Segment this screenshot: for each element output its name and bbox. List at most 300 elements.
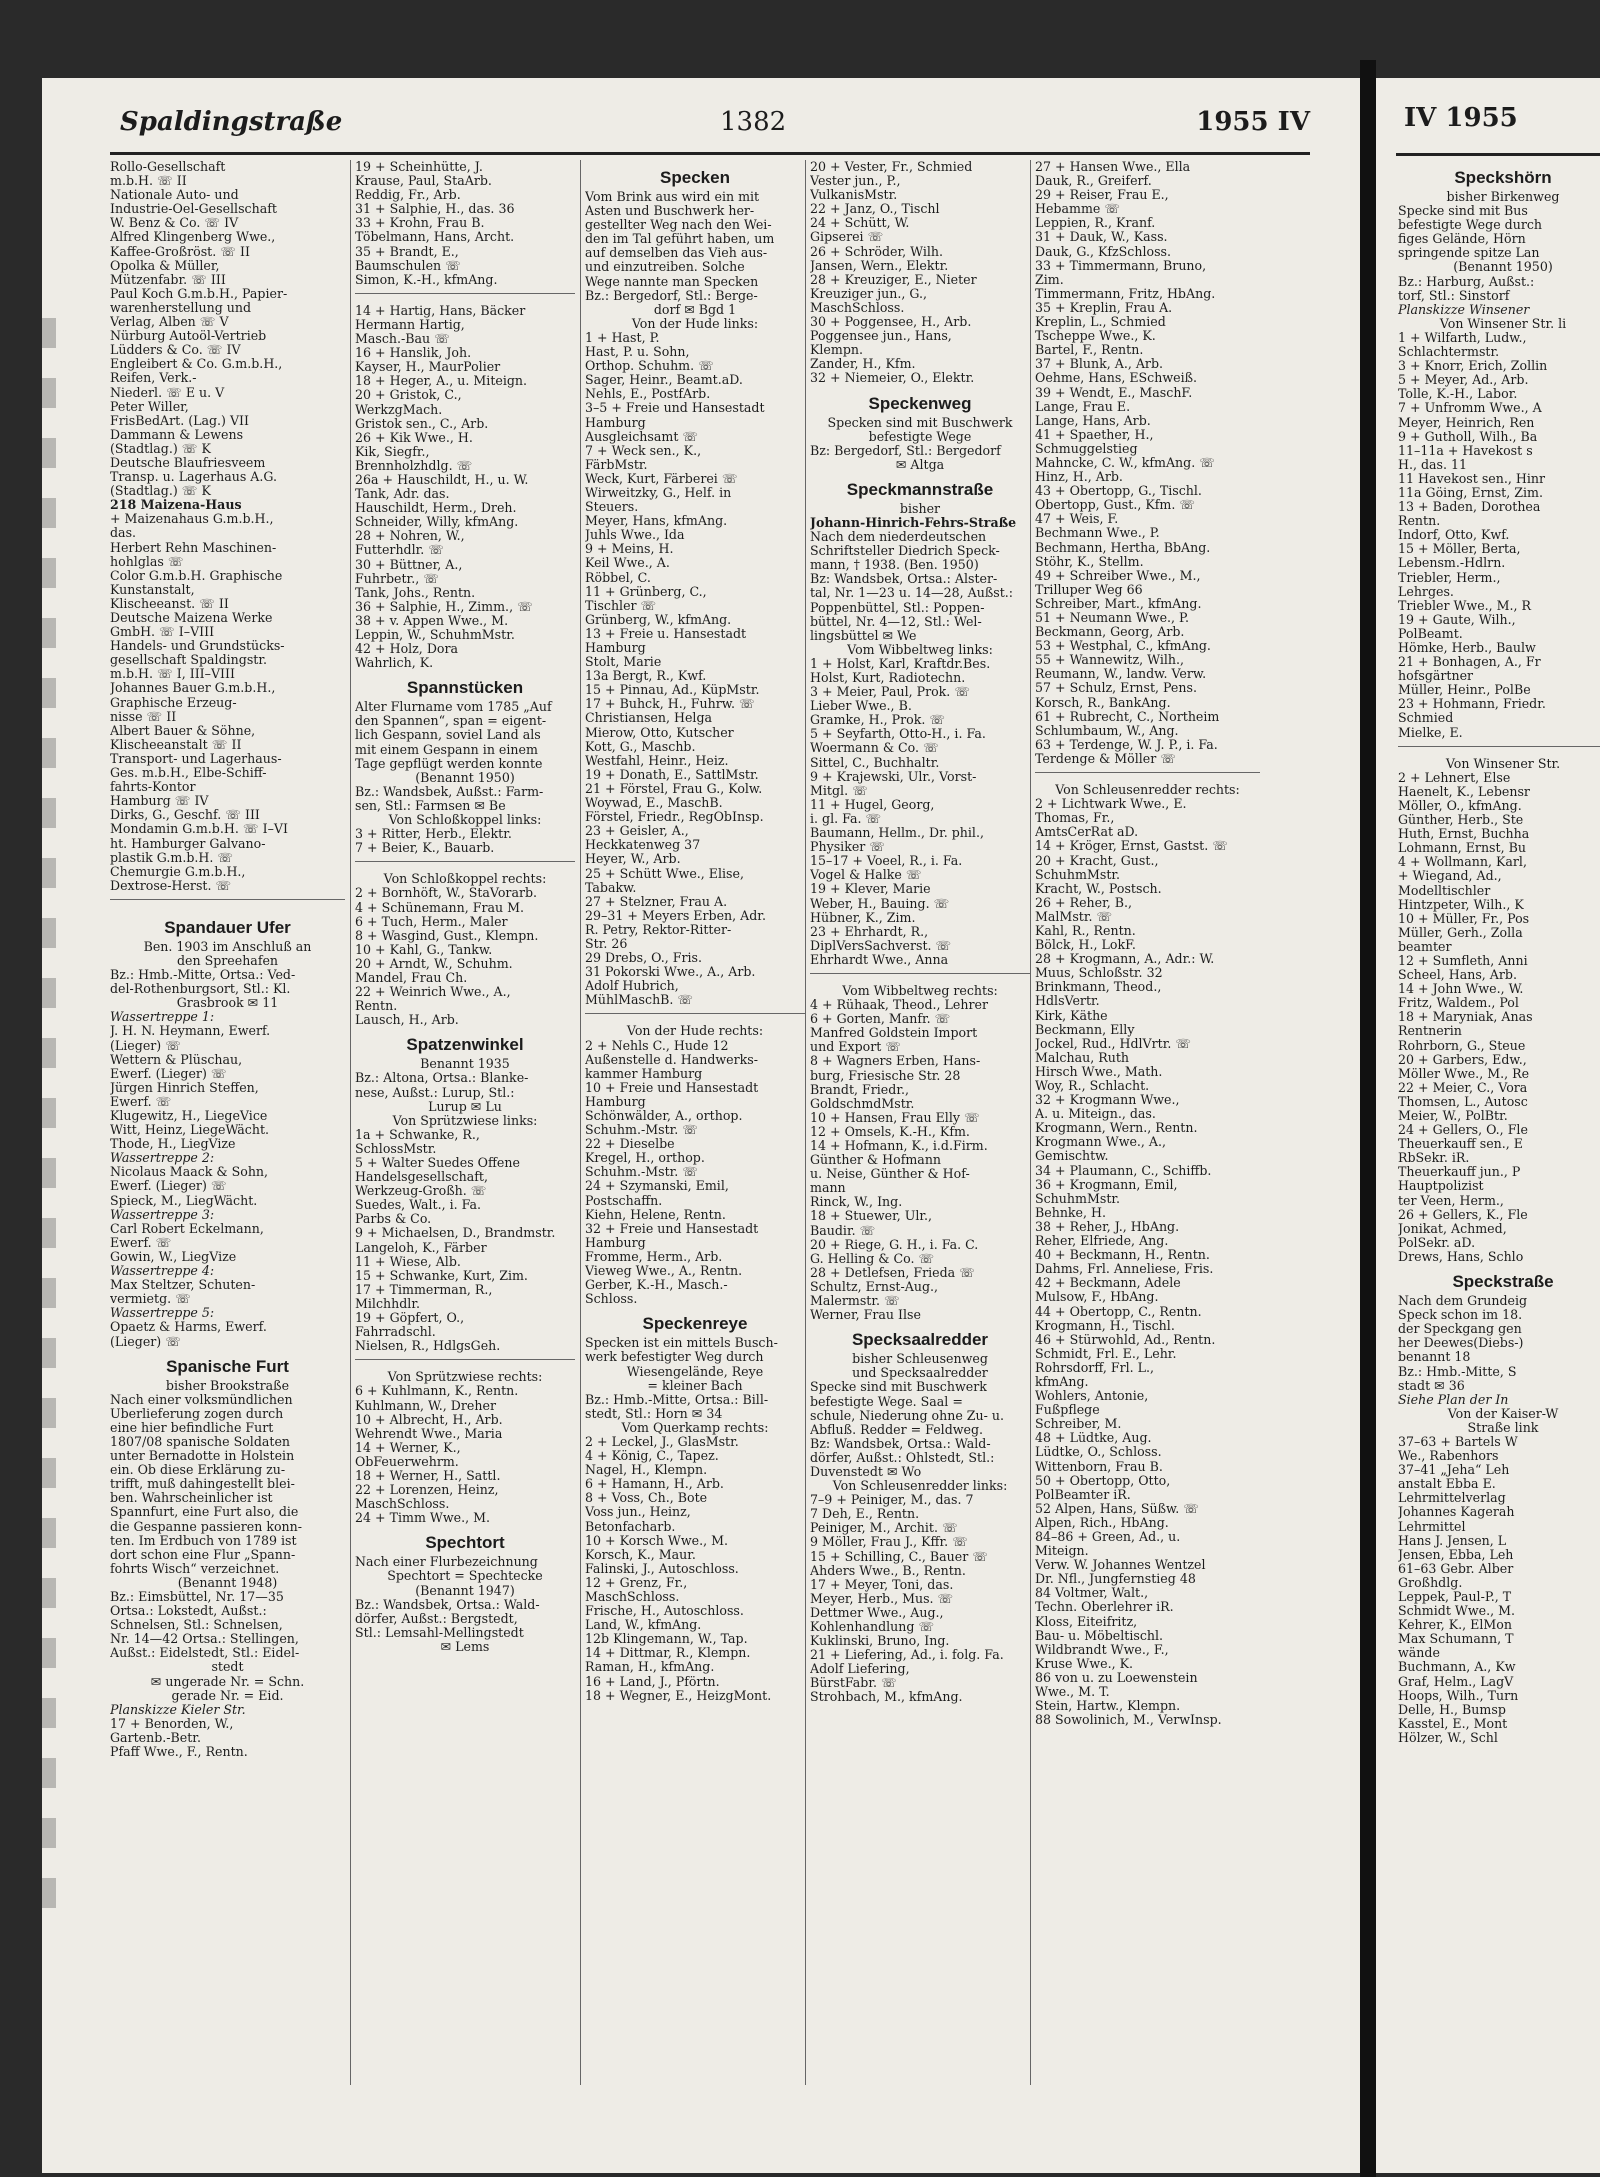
directory-entry-line: Nach einer Flurbezeichnung: [355, 1555, 538, 1570]
directory-entry-line: ✉ Altga: [895, 457, 945, 472]
directory-entry-line: GmbH. ☏ I–VIII: [110, 625, 215, 640]
directory-entry-line: 2 + Leckel, J., GlasMstr.: [585, 1434, 739, 1449]
directory-entry-line: Fromme, Herm., Arb.: [585, 1249, 723, 1264]
directory-entry-line: Wassertreppe 3:: [110, 1207, 215, 1222]
directory-entry-line: Opaetz & Harms, Ewerf.: [110, 1320, 267, 1335]
directory-entry-line: Bz.: Hmb.-Mitte, S: [1398, 1364, 1517, 1379]
directory-entry-line: Bölck, H., LokF.: [1035, 938, 1136, 953]
directory-entry-line: 21 + Liefering, Ad., i. folg. Fa.: [810, 1648, 1004, 1663]
directory-entry-line: Bz: Wandsbek, Ortsa.: Wald-: [810, 1436, 991, 1451]
directory-entry-line: Werkzeug-Großh. ☏: [355, 1184, 487, 1199]
directory-entry-line: Benannt 1935: [420, 1057, 510, 1072]
directory-entry-line: Johann-Hinrich-Fehrs-Straße: [810, 515, 1017, 530]
directory-entry-line: unter Bernadotte in Holstein: [110, 1449, 295, 1464]
directory-entry-line: Schultz, Ernst-Aug.,: [810, 1279, 939, 1294]
directory-entry-line: 7 Deh, E., Rentn.: [810, 1507, 920, 1522]
street-heading: Spatzenwinkel: [406, 1035, 524, 1055]
directory-entry-line: 10 + Korsch Wwe., M.: [585, 1533, 728, 1548]
directory-entry-line: Peiniger, M., Archit. ☏: [810, 1521, 958, 1536]
directory-entry-line: Kuklinski, Bruno, Ing.: [810, 1634, 950, 1649]
directory-entry-line: Specke sind mit Bus: [1398, 204, 1528, 219]
directory-entry-line: 37–41 „Jeha“ Leh: [1398, 1463, 1510, 1478]
directory-entry-line: Tank, Adr. das.: [355, 487, 450, 502]
directory-entry-line: (Lieger) ☏: [110, 1038, 181, 1053]
directory-entry-line: plastik G.m.b.H. ☏: [110, 850, 234, 865]
directory-entry-line: Ausgleichsamt ☏: [585, 429, 699, 444]
directory-entry-line: 19 + Gaute, Wilh.,: [1398, 612, 1516, 627]
directory-entry-line: Meier, W., PolBtr.: [1398, 1109, 1508, 1123]
directory-entry-line: ObFeuerwehrm.: [355, 1454, 459, 1469]
directory-entry-line: Hamburg: [585, 415, 646, 430]
directory-entry-line: 26 + Schröder, Wilh.: [810, 244, 944, 259]
directory-entry-line: 36 + Salphie, H., Zimm., ☏: [355, 599, 533, 614]
book-spine: [1360, 60, 1376, 2177]
directory-entry-line: 37–63 + Bartels W: [1398, 1434, 1518, 1449]
directory-entry-line: Von Schloßkoppel rechts:: [383, 872, 547, 887]
directory-entry-line: HdlsVertr.: [1035, 994, 1100, 1009]
directory-entry-line: Obertopp, Gust., Kfm. ☏: [1035, 498, 1196, 513]
directory-entry-line: der Speckgang gen: [1398, 1322, 1522, 1337]
directory-entry-line: 29 + Reiser, Frau E.,: [1035, 188, 1169, 203]
street-heading: Specken: [660, 168, 730, 187]
directory-entry-line: gesellschaft Spaldingstr.: [110, 653, 267, 668]
directory-entry-line: Von Schloßkoppel links:: [388, 813, 542, 828]
directory-entry-line: 53 + Westphal, C., kfmAng.: [1035, 639, 1211, 654]
directory-entry-line: 61 + Rubrecht, C., Northeim: [1035, 709, 1220, 724]
directory-entry-line: Haenelt, K., Lebensr: [1398, 784, 1530, 799]
directory-entry-line: Dirks, G., Geschf. ☏ III: [110, 808, 260, 823]
directory-entry-line: Ewerf. (Lieger) ☏: [110, 1179, 227, 1194]
directory-entry-line: Ges. m.b.H., Elbe-Schiff-: [110, 766, 267, 781]
header-year-district: 1955 IV: [1196, 107, 1310, 137]
directory-entry-line: 28 + Kreuziger, E., Nieter: [810, 272, 977, 287]
directory-entry-line: bisher: [899, 501, 941, 516]
directory-entry-line: Fritz, Waldem., Pol: [1398, 996, 1519, 1011]
directory-entry-line: MalMstr. ☏: [1035, 909, 1113, 924]
directory-entry-line: 1 + Holst, Karl, Kraftdr.Bes.: [810, 656, 991, 671]
directory-entry-line: Vogel & Halke ☏: [810, 868, 922, 883]
directory-entry-line: (Stadtlag.) ☏ K: [110, 441, 211, 456]
directory-entry-line: stedt, Stl.: Horn ✉ 34: [585, 1406, 723, 1421]
directory-entry-line: 19 + Göpfert, O.,: [355, 1311, 465, 1326]
directory-entry-line: Schmuggelstieg: [1035, 441, 1138, 456]
directory-entry-line: lingsbüttel ✉ We: [810, 628, 917, 643]
directory-entry-line: Baumann, Hellm., Dr. phil.,: [810, 826, 984, 841]
directory-entry-line: Schlumbaum, W., Ang.: [1035, 723, 1179, 738]
directory-entry-line: Bau- u. Möbeltischl.: [1035, 1628, 1164, 1643]
directory-entry-line: 84–86 + Green, Ad., u.: [1035, 1530, 1181, 1544]
directory-entry-line: ✉ Lems: [440, 1639, 490, 1654]
directory-entry-line: 86 von u. zu Loewenstein: [1035, 1670, 1198, 1685]
directory-entry-line: Thomsen, L., Autosc: [1398, 1094, 1528, 1109]
directory-entry-line: i. gl. Fa. ☏: [810, 811, 882, 826]
directory-entry-line: 7 + Weck sen., K.,: [585, 443, 702, 458]
directory-entry-line: Planskizze Kieler Str.: [110, 1702, 246, 1717]
directory-entry-line: (Stadtlag.) ☏ K: [110, 484, 211, 499]
directory-entry-line: und einzutreiben. Solche: [585, 260, 745, 275]
directory-entry-line: Carl Robert Eckelmann,: [110, 1221, 264, 1236]
directory-entry-line: 36 + Krogmann, Emil,: [1035, 1177, 1178, 1192]
directory-entry-line: Trilluper Weg 66: [1035, 582, 1143, 597]
directory-entry-line: Vom Wibbeltweg rechts:: [842, 983, 998, 998]
directory-entry-line: ben. Wahrscheinlicher ist: [110, 1491, 273, 1506]
directory-entry-line: Vom Wibbeltweg links:: [847, 642, 993, 657]
directory-entry-line: 9 Möller, Frau J., Kffr. ☏: [810, 1535, 968, 1550]
directory-entry-line: Schmied: [1398, 711, 1454, 726]
street-heading: Specksaalredder: [851, 1330, 989, 1350]
directory-entry-line: Heyer, W., Arb.: [585, 852, 681, 867]
directory-entry-line: 55 + Wannewitz, Wilh.,: [1035, 653, 1185, 668]
directory-entry-line: Lehrmittel: [1398, 1519, 1466, 1534]
directory-entry-line: 7 + Beier, K., Bauarb.: [355, 841, 495, 856]
directory-entry-line: Ewerf. ☏: [110, 1094, 172, 1109]
header-street-name: Spaldingstraße: [120, 107, 343, 137]
directory-entry-line: Techn. Oberlehrer iR.: [1035, 1600, 1174, 1615]
directory-entry-line: Timmermann, Fritz, HbAng.: [1035, 286, 1216, 301]
directory-entry-line: 9 + Michaelsen, D., Brandmstr.: [355, 1226, 556, 1241]
directory-entry-line: Grünberg, W., kfmAng.: [585, 612, 732, 627]
directory-entry-line: wände: [1398, 1646, 1440, 1661]
directory-entry-line: 38 + Reher, J., HbAng.: [1035, 1219, 1180, 1234]
directory-entry-line: AmtsCerRat aD.: [1035, 825, 1139, 840]
directory-entry-line: Engleibert & Co. G.m.b.H.,: [110, 357, 283, 372]
directory-entry-line: stadt ✉ 36: [1398, 1378, 1465, 1393]
directory-entry-line: Gowin, W., LiegVize: [110, 1249, 237, 1264]
directory-entry-line: Nach einer volksmündlichen: [110, 1392, 293, 1407]
directory-entry-line: Adolf Liefering,: [810, 1662, 910, 1677]
directory-entry-line: 5 + Seyfarth, Otto-H., i. Fa.: [810, 727, 986, 742]
directory-entry-line: 6 + Hamann, H., Arb.: [585, 1477, 724, 1492]
directory-entry-line: 22 + Meier, C., Vora: [1398, 1080, 1528, 1095]
directory-entry-line: Chemurgie G.m.b.H.,: [110, 864, 246, 879]
directory-entry-line: 47 + Weis, F.: [1035, 512, 1119, 527]
directory-entry-line: 14 + Hofmann, K., i.d.Firm.: [810, 1139, 988, 1153]
directory-entry-line: Bz.: Harburg, Außst.:: [1398, 274, 1535, 289]
section-divider: [110, 899, 345, 910]
directory-column-5: [1030, 160, 1260, 2085]
directory-entry-line: ein. Ob diese Erklärung zu-: [110, 1463, 286, 1478]
directory-entry-line: Ortsa.: Lokstedt, Außst.:: [110, 1604, 267, 1619]
directory-entry-line: Theuerkauff sen., E: [1398, 1137, 1523, 1152]
directory-entry-line: Kuhlmann, W., Dreher: [355, 1398, 496, 1413]
directory-entry-line: Gristok sen., C., Arb.: [355, 416, 489, 431]
directory-entry-line: Bz.: Hmb.-Mitte, Ortsa.: Bill-: [585, 1392, 769, 1407]
directory-entry-line: 28 + Krogmann, A., Adr.: W.: [1035, 952, 1215, 967]
directory-entry-line: Land, W., kfmAng.: [585, 1618, 702, 1633]
right-page-header: IV 1955: [1404, 103, 1518, 133]
directory-entry-line: 31 + Salphie, H., das. 36: [355, 202, 515, 217]
directory-entry-line: Hermann Hartig,: [355, 317, 465, 332]
directory-entry-line: Vom Querkamp rechts:: [621, 1420, 769, 1435]
directory-entry-line: 19 + Donath, E., SattlMstr.: [585, 767, 759, 782]
directory-entry-line: 43 + Obertopp, G., Tischl.: [1035, 484, 1202, 499]
street-heading: Speckstraße: [1452, 1272, 1554, 1292]
directory-entry-line: Reddig, Fr., Arb.: [355, 188, 461, 203]
directory-entry-line: 19 + Scheinhütte, J.: [355, 160, 483, 174]
directory-entry-line: Kiehn, Helene, Rentn.: [585, 1207, 726, 1222]
directory-entry-line: den Spannen“, span = eigent-: [355, 714, 547, 729]
directory-entry-line: Schönwälder, A., orthop.: [585, 1109, 743, 1123]
directory-entry-line: Lebensm.-Hdlrn.: [1398, 556, 1506, 571]
directory-entry-line: 24 + Gellers, O., Fle: [1398, 1123, 1528, 1138]
directory-entry-line: 4 + König, C., Tapez.: [585, 1449, 719, 1464]
directory-entry-line: Brinkmann, Theod.,: [1035, 980, 1162, 995]
directory-entry-line: Müller, Heinr., PolBe: [1398, 683, 1531, 698]
directory-entry-line: Schloss.: [585, 1292, 638, 1307]
directory-entry-line: anstalt Ebba E.: [1398, 1477, 1496, 1492]
directory-entry-line: 51 + Neumann Wwe., P.: [1035, 611, 1189, 625]
directory-entry-line: Stöhr, K., Stellm.: [1035, 554, 1144, 569]
directory-entry-line: Hübner, K., Zim.: [810, 910, 916, 925]
directory-entry-line: Günther, Herb., Ste: [1398, 813, 1524, 828]
directory-entry-line: lich Gespann, soviel Land als: [355, 728, 541, 743]
directory-entry-line: Kasstel, E., Mont: [1398, 1716, 1508, 1731]
directory-entry-line: Lehrmittelverlag: [1398, 1491, 1506, 1506]
directory-entry-line: FrisBedArt. (Lag.) VII: [110, 413, 250, 428]
directory-entry-line: Klugewitz, H., LiegeVice: [110, 1109, 268, 1123]
directory-entry-line: Bechmann, Hertha, BbAng.: [1035, 540, 1211, 555]
directory-entry-line: MaschSchloss.: [810, 300, 905, 315]
directory-entry-line: Tabakw.: [585, 880, 637, 895]
directory-entry-line: Töbelmann, Hans, Archt.: [355, 230, 515, 245]
directory-entry-line: 22 + Dieselbe: [585, 1137, 675, 1152]
directory-entry-line: befestigte Wege durch: [1398, 218, 1543, 233]
directory-entry-line: Günther & Hofmann: [810, 1153, 942, 1168]
directory-entry-line: Handels- und Grundstücks-: [110, 639, 285, 654]
directory-entry-line: Juhls Wwe., Ida: [585, 528, 685, 543]
directory-entry-line: Grasbrook ✉ 11: [176, 996, 279, 1011]
directory-entry-line: 15–17 + Voeel, R., i. Fa.: [810, 854, 963, 869]
directory-entry-line: Hauschildt, Herm., Dreh.: [355, 501, 517, 516]
directory-entry-line: hofsgärtner: [1398, 669, 1474, 684]
directory-entry-line: 3 + Ritter, Herb., Elektr.: [355, 827, 512, 842]
directory-entry-line: 34 + Plaumann, C., Schiffb.: [1035, 1163, 1212, 1178]
directory-entry-line: Kahl, R., Rentn.: [1035, 923, 1136, 938]
directory-entry-line: Von Schleusenredder links:: [832, 1479, 1008, 1494]
directory-entry-line: Brandt, Friedr.,: [810, 1082, 909, 1097]
directory-entry-line: Wassertreppe 4:: [110, 1264, 215, 1279]
directory-entry-line: WerkzgMach.: [355, 402, 443, 417]
directory-entry-line: Paul Koch G.m.b.H., Papier-: [110, 286, 288, 301]
directory-entry-line: bisher Brookstraße: [165, 1378, 290, 1393]
directory-entry-line: 20 + Garbers, Edw.,: [1398, 1052, 1527, 1067]
directory-entry-line: Dauk, R., Greiferf.: [1035, 174, 1152, 189]
directory-entry-line: Klischeeanst. ☏ II: [110, 596, 229, 611]
page-header: [120, 103, 1310, 143]
directory-entry-line: Str. 26: [585, 936, 628, 951]
directory-entry-line: nese, Außst.: Lurup, Stl.:: [355, 1085, 515, 1100]
directory-entry-line: Suedes, Walt., i. Fa.: [355, 1198, 482, 1213]
directory-entry-line: 2 + Lehnert, Else: [1398, 770, 1511, 785]
directory-entry-line: Bz.: Wandsbek, Ortsa.: Wald-: [355, 1597, 540, 1612]
directory-entry-line: Sager, Heinr., Beamt.aD.: [585, 373, 743, 388]
directory-entry-line: Parbs & Co.: [355, 1212, 432, 1227]
directory-entry-line: Kunstanstalt,: [110, 582, 195, 597]
street-heading: Spanische Furt: [166, 1356, 289, 1376]
directory-entry-line: 18 + Wegner, E., HeizgMont.: [585, 1688, 772, 1703]
directory-entry-line: 38 + v. Appen Wwe., M.: [355, 613, 509, 628]
directory-entry-line: 29–31 + Meyers Erben, Adr.: [585, 908, 766, 923]
directory-entry-line: Poggensee jun., Hans,: [810, 329, 952, 344]
directory-entry-line: Klischeeanstalt ☏ II: [110, 737, 242, 752]
directory-entry-line: 18 + Heger, A., u. Miteign.: [355, 374, 528, 389]
directory-entry-line: Kirk, Käthe: [1035, 1008, 1108, 1023]
directory-entry-line: Hirsch Wwe., Math.: [1035, 1064, 1163, 1079]
directory-entry-line: Betonfacharb.: [585, 1519, 676, 1534]
directory-entry-line: Spannfurt, eine Furt also, die: [110, 1505, 299, 1520]
directory-entry-line: Bz.: Hmb.-Mitte, Ortsa.: Ved-: [110, 968, 296, 983]
directory-entry-line: PolBeamter iR.: [1035, 1487, 1131, 1502]
directory-entry-line: 22 + Janz, O., Tischl: [810, 202, 940, 217]
directory-entry-line: Steuers.: [585, 500, 639, 515]
directory-entry-line: ht. Hamburger Galvano-: [110, 836, 266, 851]
margin-thumb-index: [42, 318, 56, 1918]
street-heading: Speckenreye: [642, 1314, 748, 1334]
directory-entry-line: kfmAng.: [1035, 1374, 1089, 1389]
directory-entry-line: Handelsgesellschaft,: [355, 1170, 488, 1185]
directory-entry-line: und Export ☏: [810, 1040, 902, 1055]
directory-entry-line: 37 + Blunk, A., Arb.: [1035, 357, 1164, 372]
directory-entry-line: Reifen, Verk.-: [110, 371, 197, 386]
section-divider: [1398, 746, 1600, 757]
directory-entry-line: kammer Hamburg: [585, 1066, 703, 1081]
directory-entry-line: Röbbel, C.: [585, 570, 651, 585]
directory-entry-line: 15 + Schilling, C., Bauer ☏: [810, 1549, 988, 1564]
directory-entry-line: Buchmann, A., Kw: [1398, 1660, 1516, 1675]
directory-entry-line: Rollo-Gesellschaft: [110, 160, 226, 174]
right-header-rule: [1396, 153, 1600, 156]
directory-entry-line: Stolt, Marie: [585, 655, 662, 670]
directory-entry-line: Brennholzhdlg. ☏: [355, 458, 473, 473]
directory-entry-line: springende spitze Lan: [1398, 246, 1540, 261]
directory-entry-line: 32 + Niemeier, O., Elektr.: [810, 371, 975, 386]
directory-entry-line: DiplVersSachverst. ☏: [810, 938, 952, 953]
directory-entry-line: Manfred Goldstein Import: [810, 1026, 978, 1041]
directory-entry-line: Hoops, Wilh., Turn: [1398, 1688, 1519, 1703]
directory-entry-line: (Benannt 1950): [415, 770, 515, 785]
directory-entry-line: Planskizze Winsener: [1398, 302, 1530, 317]
directory-entry-line: Bz: Bergedorf, Stl.: Bergedorf: [810, 443, 1001, 458]
directory-entry-line: 14 + Hartig, Hans, Bäcker: [355, 303, 526, 318]
directory-entry-line: eine hier befindliche Furt: [110, 1420, 274, 1435]
directory-entry-line: figes Gelände, Hörn: [1398, 232, 1526, 247]
directory-entry-line: Oehme, Hans, ESchweiß.: [1035, 371, 1198, 386]
directory-entry-line: Masch.-Bau ☏: [355, 332, 450, 347]
directory-entry-line: 218 Maizena-Haus: [110, 498, 242, 513]
directory-entry-line: Postschaffn.: [585, 1193, 663, 1208]
directory-entry-line: Möller Wwe., M., Re: [1398, 1066, 1530, 1081]
directory-entry-line: (Lieger) ☏: [110, 1334, 181, 1349]
directory-entry-line: Kloss, Eiteifritz,: [1035, 1614, 1138, 1629]
directory-entry-line: 1a + Schwanke, R.,: [355, 1127, 480, 1142]
directory-entry-line: 3–5 + Freie und Hansestadt: [585, 401, 765, 416]
directory-entry-line: Wassertreppe 2:: [110, 1151, 215, 1166]
directory-entry-line: Frische, H., Autoschloss.: [585, 1604, 744, 1619]
directory-entry-line: auf demselben das Vieh aus-: [585, 246, 768, 261]
directory-entry-line: Thode, H., LiegVize: [110, 1137, 236, 1152]
directory-entry-line: 6 + Tuch, Herm., Maler: [355, 914, 508, 929]
directory-entry-line: Krogmann, Wern., Rentn.: [1035, 1121, 1198, 1136]
directory-page-right: [1376, 78, 1600, 2173]
directory-entry-line: das.: [110, 526, 137, 541]
directory-entry-line: 13 + Freie u. Hansestadt: [585, 626, 747, 641]
directory-entry-line: gerade Nr. = Eid.: [171, 1688, 284, 1703]
directory-entry-line: Nationale Auto- und: [110, 188, 239, 203]
directory-entry-line: Von Winsener Str. li: [1439, 316, 1567, 331]
directory-entry-line: Dahms, Frl. Anneliese, Fris.: [1035, 1262, 1214, 1277]
directory-entry-line: 15 + Pinnau, Ad., KüpMstr.: [585, 683, 760, 698]
directory-entry-line: Alpen, Rich., HbAng.: [1035, 1515, 1169, 1530]
directory-entry-line: burg, Friesische Str. 28: [810, 1068, 961, 1083]
directory-entry-line: Adolf Hubrich,: [585, 979, 679, 994]
directory-entry-line: Nagel, H., Klempn.: [585, 1463, 708, 1478]
directory-entry-line: Mondamin G.m.b.H. ☏ I–VI: [110, 822, 288, 837]
directory-entry-line: 1807/08 spanische Soldaten: [110, 1434, 291, 1449]
directory-entry-line: Vom Brink aus wird ein mit: [585, 190, 760, 204]
directory-entry-line: Albert Bauer & Söhne,: [110, 723, 256, 738]
directory-entry-line: 22 + Lorenzen, Heinz,: [355, 1483, 499, 1498]
directory-entry-line: beamter: [1398, 939, 1452, 954]
directory-entry-line: 35 + Kreplin, Frau A.: [1035, 300, 1173, 315]
directory-entry-line: Nach dem Grundeig: [1398, 1294, 1528, 1309]
directory-entry-line: Bz.: Wandsbek, Außst.: Farm-: [355, 784, 544, 799]
directory-entry-line: Weck, Kurt, Färberei ☏: [585, 471, 738, 486]
directory-entry-line: Jansen, Wern., Elektr.: [810, 258, 949, 273]
directory-entry-line: Baudir. ☏: [810, 1223, 876, 1238]
directory-entry-line: 7 + Unfromm Wwe., A: [1398, 401, 1542, 416]
directory-entry-line: Krause, Paul, StaArb.: [355, 174, 492, 189]
directory-entry-line: stedt: [211, 1660, 244, 1675]
directory-entry-line: werk befestigter Weg durch: [585, 1350, 764, 1365]
directory-entry-line: 88 Sowolinich, M., VerwInsp.: [1035, 1713, 1222, 1728]
directory-entry-line: Hömke, Herb., Baulw: [1398, 641, 1536, 655]
directory-entry-line: Tischler ☏: [585, 598, 657, 613]
directory-entry-line: Falinski, J., Autoschloss.: [585, 1561, 739, 1576]
directory-entry-line: 18 + Werner, H., Sattl.: [355, 1468, 501, 1483]
directory-entry-line: Woy, R., Schlacht.: [1035, 1079, 1150, 1093]
directory-entry-line: Kaffee-Großröst. ☏ II: [110, 244, 250, 259]
directory-entry-line: 8 + Voss, Ch., Bote: [585, 1491, 708, 1506]
directory-entry-line: Kreuziger jun., G.,: [810, 286, 927, 301]
directory-entry-line: tal, Nr. 1—23 u. 14—28, Außst.:: [810, 586, 1014, 601]
directory-entry-line: Reher, Elfriede, Ang.: [1035, 1234, 1169, 1249]
directory-entry-line: Krogmann Wwe., A.,: [1035, 1135, 1167, 1150]
directory-entry-line: VulkanisMstr.: [810, 188, 898, 203]
directory-entry-line: Wiesengelände, Reye: [626, 1364, 764, 1379]
directory-entry-line: Von Sprützwiese rechts:: [387, 1370, 543, 1385]
directory-entry-line: Hast, P. u. Sohn,: [585, 345, 690, 360]
directory-entry-line: 1 + Wilfarth, Ludw.,: [1398, 330, 1527, 345]
directory-entry-line: 26 + Gellers, K., Fle: [1398, 1207, 1528, 1222]
directory-entry-line: Spieck, M., LiegWächt.: [110, 1193, 258, 1208]
directory-entry-line: dörfer, Außst.: Bergstedt,: [355, 1611, 518, 1626]
directory-entry-line: Von Sprützwiese links:: [392, 1113, 538, 1128]
directory-entry-line: Theuerkauff jun., P: [1398, 1165, 1521, 1180]
directory-entry-line: Dr. Nfl., Jungfernstieg 48: [1035, 1572, 1196, 1587]
header-rule: [110, 152, 1310, 155]
directory-entry-line: Specke sind mit Buschwerk: [810, 1380, 987, 1395]
directory-entry-line: Herbert Rehn Maschinen-: [110, 540, 277, 555]
directory-entry-line: 26a + Hauschildt, H., u. W.: [355, 472, 529, 487]
directory-entry-line: + Maizenahaus G.m.b.H.,: [110, 512, 274, 527]
directory-entry-line: 31 + Dauk, W., Kass.: [1035, 230, 1168, 245]
directory-entry-line: Deutsche Maizena Werke: [110, 611, 273, 625]
directory-entry-line: 20 + Arndt, W., Schuhm.: [355, 956, 513, 971]
directory-entry-line: Muus, Schloßstr. 32: [1035, 966, 1163, 981]
directory-entry-line: (Benannt 1950): [1453, 260, 1553, 275]
directory-entry-line: fahrts-Kontor: [110, 780, 196, 795]
directory-entry-line: Tscheppe Wwe., K.: [1035, 329, 1156, 344]
